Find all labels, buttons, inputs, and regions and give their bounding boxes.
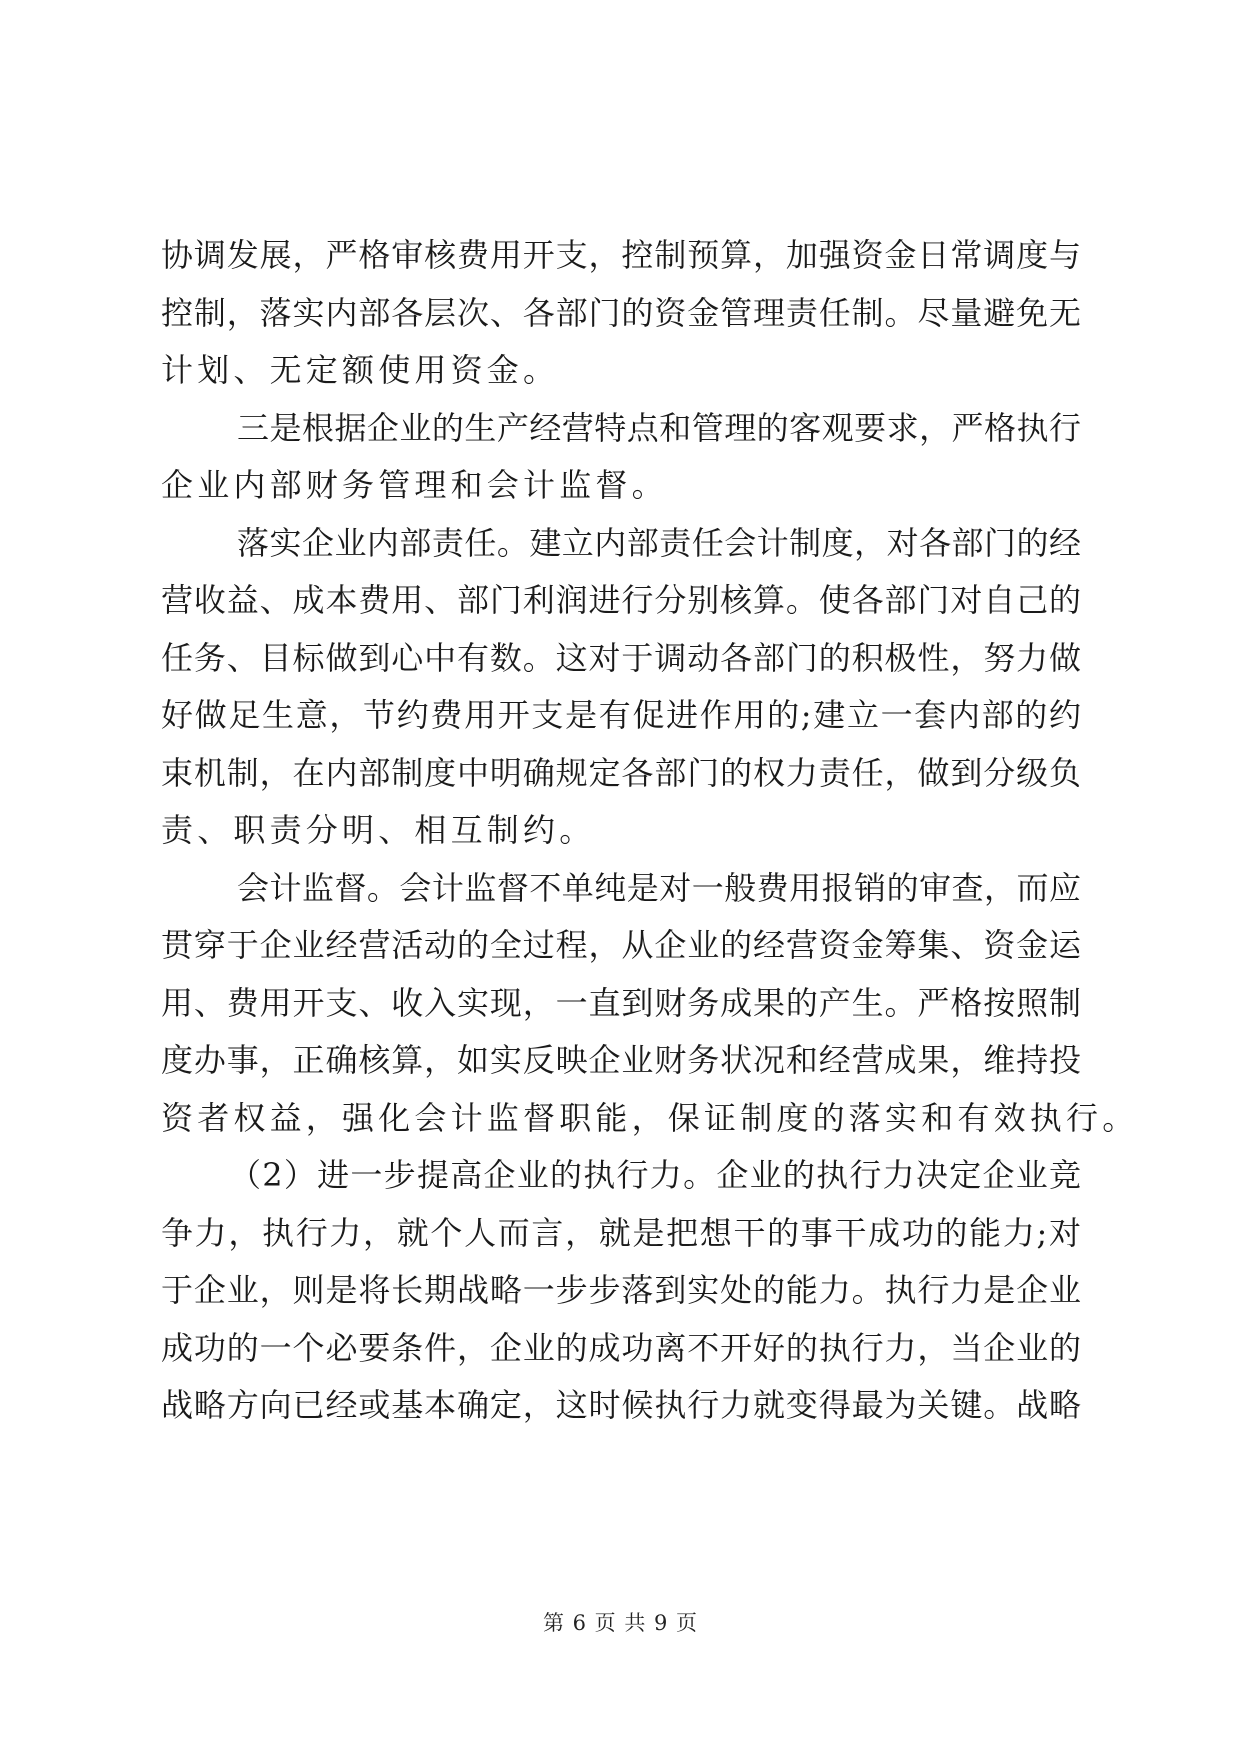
paragraph-line: 用、费用开支、收入实现，一直到财务成果的产生。严格按照制 bbox=[161, 983, 1081, 1022]
paragraph-line: 任务、目标做到心中有数。这对于调动各部门的积极性，努力做 bbox=[161, 638, 1081, 677]
paragraph-line: 三是根据企业的生产经营特点和管理的客观要求，严格执行 bbox=[237, 408, 1081, 447]
paragraph-line: 成功的一个必要条件，企业的成功离不开好的执行力，当企业的 bbox=[161, 1328, 1081, 1367]
paragraph-line: 度办事，正确核算，如实反映企业财务状况和经营成果，维持投 bbox=[161, 1041, 1081, 1079]
paragraph-line: 协调发展，严格审核费用开支，控制预算，加强资金日常调度与 bbox=[161, 236, 1081, 274]
paragraph-line: 控制，落实内部各层次、各部门的资金管理责任制。尽量避免无 bbox=[161, 293, 1081, 332]
paragraph-line: 企业内部财务管理和会计监督。 bbox=[161, 466, 668, 504]
paragraph-line: 好做足生意，节约费用开支是有促进作用的;建立一套内部的约 bbox=[161, 696, 1081, 734]
paragraph-line: （2）进一步提高企业的执行力。企业的执行力决定企业竞 bbox=[229, 1156, 1081, 1194]
paragraph-line: 战略方向已经或基本确定，这时候执行力就变得最为关键。战略 bbox=[161, 1386, 1081, 1424]
paragraph-line: 落实企业内部责任。建立内部责任会计制度，对各部门的经 bbox=[237, 523, 1081, 562]
paragraph-line: 资者权益，强化会计监督职能，保证制度的落实和有效执行。 bbox=[161, 1098, 1139, 1137]
page-number-footer: 第 6 页 共 9 页 bbox=[542, 1611, 699, 1635]
paragraph-line: 会计监督。会计监督不单纯是对一般费用报销的审查，而应 bbox=[237, 868, 1081, 907]
body-text bbox=[161, 227, 1139, 1435]
paragraph-line: 营收益、成本费用、部门利润进行分别核算。使各部门对自己的 bbox=[161, 581, 1081, 619]
paragraph-line: 贯穿于企业经营活动的全过程，从企业的经营资金筹集、资金运 bbox=[161, 926, 1081, 964]
paragraph-line: 争力，执行力，就个人而言，就是把想干的事干成功的能力;对 bbox=[161, 1213, 1081, 1252]
paragraph-line: 责、职责分明、相互制约。 bbox=[161, 811, 596, 849]
paragraph-line: 束机制，在内部制度中明确规定各部门的权力责任，做到分级负 bbox=[161, 753, 1081, 792]
paragraph-line: 于企业，则是将长期战略一步步落到实处的能力。执行力是企业 bbox=[161, 1271, 1081, 1309]
paragraph-line: 计划、无定额使用资金。 bbox=[161, 351, 560, 389]
